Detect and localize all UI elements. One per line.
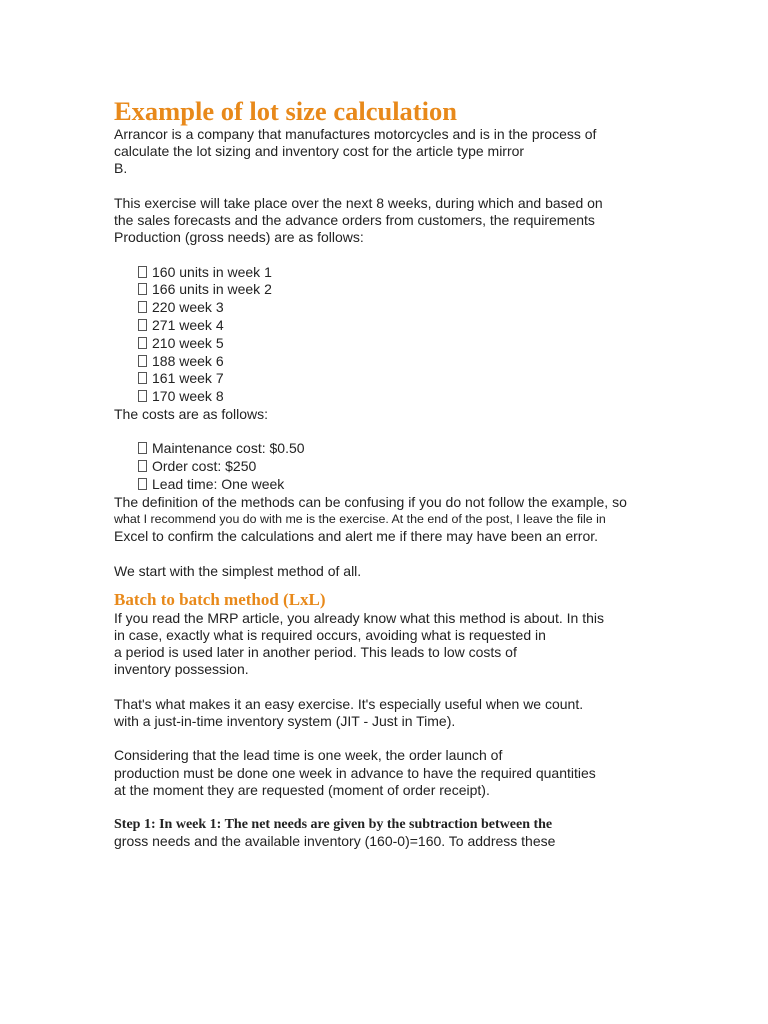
- bullet-box-icon: [138, 372, 147, 384]
- bullet-box-icon: [138, 442, 147, 454]
- bullet-box-icon: [138, 460, 147, 472]
- document-page: [114, 96, 674, 851]
- costs-list: [114, 440, 674, 493]
- list-item: 166 units in week 2: [138, 281, 674, 299]
- text-line: calculate the lot sizing and inventory cost for the article type mirror: [114, 143, 525, 160]
- requirements-paragraph: [114, 195, 674, 247]
- page-title: Example of lot size calculation: [114, 96, 457, 126]
- list-item: Lead time: One week: [138, 476, 674, 494]
- section-heading: Batch to batch method (LxL): [114, 589, 326, 609]
- list-item: 161 week 7: [138, 370, 674, 388]
- text-line: in case, exactly what is required occurs, avoiding what is requested in: [114, 626, 546, 643]
- text-line: inventory possession.: [114, 661, 249, 678]
- bullet-box-icon: [138, 283, 147, 295]
- list-item: 170 week 8: [138, 388, 674, 406]
- text-line: gross needs and the available inventory (160-0)=160. To address these: [114, 833, 556, 850]
- bullet-box-icon: [138, 301, 147, 313]
- lead-time-paragraph: [114, 747, 674, 799]
- bullet-box-icon: [138, 319, 147, 331]
- list-item: 210 week 5: [138, 335, 674, 353]
- costs-heading: The costs are as follows:: [114, 405, 269, 422]
- text-line: Considering that the lead time is one week, the order launch of: [114, 747, 503, 764]
- bullet-box-icon: [138, 337, 147, 349]
- list-item: 160 units in week 1: [138, 264, 674, 282]
- list-item: 220 week 3: [138, 299, 674, 317]
- text-line: production must be done one week in advance to have the required quantities: [114, 764, 596, 781]
- step-1-heading: Step 1: In week 1: The net needs are given by the subtraction between the: [114, 817, 553, 833]
- text-line: B.: [114, 160, 128, 177]
- text-line: the sales forecasts and the advance orders from customers, the requirements: [114, 212, 595, 228]
- list-item: 271 week 4: [138, 317, 674, 335]
- jit-paragraph: [114, 696, 674, 730]
- list-item: 188 week 6: [138, 353, 674, 371]
- list-item: Maintenance cost: $0.50: [138, 440, 674, 458]
- bullet-box-icon: [138, 478, 147, 490]
- text-line: Excel to confirm the calculations and alert me if there may have been an error.: [114, 528, 599, 545]
- lxl-paragraph: [114, 610, 674, 679]
- text-line: what I recommend you do with me is the exercise. At the end of the post, I leave the file in: [114, 511, 606, 526]
- step-1-paragraph: [114, 816, 674, 850]
- text-line: If you read the MRP article, you already know what this method is about. In this: [114, 609, 604, 626]
- text-line: Arrancor is a company that manufactures motorcycles and is in the process of: [114, 126, 597, 142]
- bullet-box-icon: [138, 355, 147, 367]
- intro-paragraph: [114, 126, 674, 178]
- list-item: Order cost: $250: [138, 458, 674, 476]
- bullet-box-icon: [138, 390, 147, 402]
- text-line: with a just-in-time inventory system (JIT - Just in Time).: [114, 712, 456, 729]
- text-line: at the moment they are requested (moment of order receipt).: [114, 781, 490, 798]
- text-line: This exercise will take place over the next 8 weeks, during which and based on: [114, 194, 603, 211]
- definition-paragraph: [114, 494, 674, 546]
- simplest-method-text: We start with the simplest method of all.: [114, 562, 362, 579]
- bullet-box-icon: [138, 266, 147, 278]
- text-line: That's what makes it an easy exercise. It's especially useful when we count.: [114, 695, 584, 712]
- weekly-needs-list: [114, 264, 674, 406]
- text-line: Production (gross needs) are as follows:: [114, 229, 364, 246]
- text-line: The definition of the methods can be confusing if you do not follow the example, so: [114, 493, 627, 510]
- text-line: a period is used later in another period. This leads to low costs of: [114, 644, 517, 661]
